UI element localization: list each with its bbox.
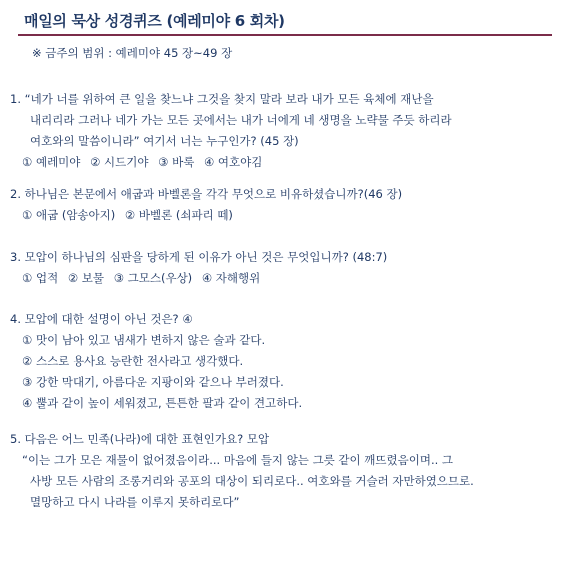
page-title: 매일의 묵상 성경퀴즈 (예레미야 6 회차) — [24, 12, 285, 30]
question-2 — [10, 184, 402, 226]
option: ② 보물 — [67, 271, 105, 285]
question-4 — [10, 309, 302, 414]
option: ④ 뿔과 같이 높이 세워졌고, 튼튼한 팔과 같이 견고하다. — [22, 396, 303, 410]
question-text-line: 1. “네가 너를 위하여 큰 일을 찾느냐 그것을 찾지 말라 보라 내가 모든 육체에 재난을 — [10, 92, 434, 106]
question-text-line: 2. 하나님은 본문에서 애굽과 바벨론을 각각 무엇으로 비유하셨습니까?(46 장) — [10, 187, 403, 201]
question-text-line: “이는 그가 모은 재물이 없어졌음이라... 마음에 들지 않는 그릇 같이 깨뜨렸음이며.. 그 — [22, 453, 454, 467]
question-text-line: 멸망하고 다시 나라를 이루지 못하리로다” — [30, 495, 240, 509]
option-row — [10, 152, 452, 173]
option-row — [10, 268, 387, 289]
question-1 — [10, 89, 452, 173]
question-text-line: 5. 다음은 어느 민족(나라)에 대한 표현인가요? 모압 — [10, 432, 270, 446]
title-underline — [18, 34, 552, 36]
option: ① 애굽 (암송아지) — [22, 208, 116, 222]
option: ② 시드기야 — [90, 155, 149, 169]
option: ② 스스로 용사요 능란한 전사라고 생각했다. — [22, 354, 244, 368]
question-text-line: 3. 모압이 하나님의 심판을 당하게 된 이유가 아닌 것은 무엇입니까? (48:7) — [10, 250, 388, 264]
option: ① 예레미야 — [22, 155, 81, 169]
option: ④ 여호야김 — [203, 155, 263, 169]
option: ④ 자해행위 — [201, 271, 261, 285]
option: ③ 강한 막대기, 아름다운 지팡이와 같으나 부러졌다. — [22, 375, 284, 389]
option: ③ 바룩 — [158, 155, 195, 169]
option: ① 업적 — [22, 271, 59, 285]
option: ③ 그모스(우상) — [113, 271, 193, 285]
question-text-line: 여호와의 말씀이니라” 여기서 너는 누구인가? (45 장) — [30, 134, 299, 148]
option: ① 맛이 남아 있고 냄새가 변하지 않은 술과 같다. — [22, 333, 266, 347]
question-3 — [10, 247, 387, 289]
question-5 — [10, 429, 474, 513]
option: ② 바벨론 (쇠파리 떼) — [124, 208, 233, 222]
option-row — [10, 205, 402, 226]
question-text-line: 4. 모압에 대한 설명이 아닌 것은? ④ — [10, 312, 193, 326]
scripture-range: ※ 금주의 범위 : 예레미야 45 장~49 장 — [32, 46, 233, 60]
question-text-line: 사방 모든 사람의 조롱거리와 공포의 대상이 되리로다.. 여호와를 거슬러 자만하였으므로. — [30, 474, 474, 488]
question-text-line: 내리리라 그러나 네가 가는 모든 곳에서는 내가 너에게 네 생명을 노략물 주듯 하리라 — [30, 113, 452, 127]
